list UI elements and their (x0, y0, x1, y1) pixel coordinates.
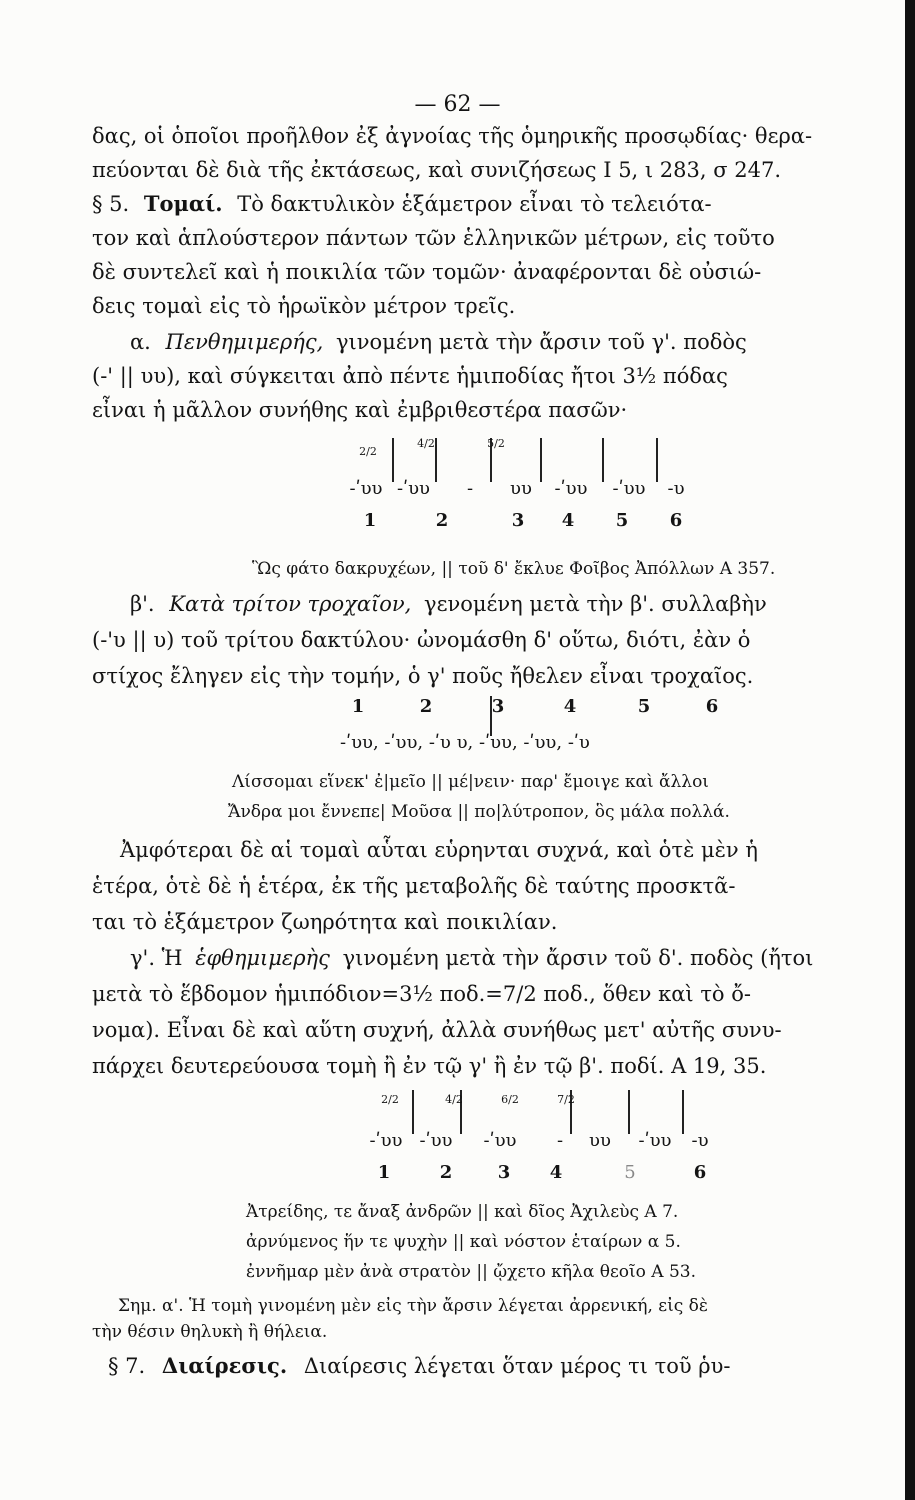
metrical-scheme-1 (340, 438, 700, 538)
text-line: δας, οἱ ὁποῖοι προῆλθον ἐξ ἀγνοίας τῆς ὁμηρικῆς προσῳδίας· θερα- (92, 124, 813, 148)
quotation-line: Ἄνδρα μοι ἔννεπε| Μοῦσα || πο|λύτροπον, ὃς μάλα πολλά. (228, 802, 730, 822)
divider (540, 438, 542, 482)
foot-symbol: -ʹυυ (349, 478, 383, 499)
footnote-line: τὴν θέσιν θηλυκὴ ἢ θήλεια. (92, 1322, 328, 1342)
section-5-heading-line (92, 190, 712, 218)
quotation-line: ἐννῆμαρ μὲν ἀνὰ στρατὸν || ᾤχετο κῆλα θεοῖο Α 53. (246, 1262, 697, 1282)
section-number: § 7. (108, 1354, 146, 1378)
foot-symbol: -ʹυυ (483, 1130, 517, 1151)
text-line: δὲ συντελεῖ καὶ ἡ ποικιλία τῶν τομῶν· ἀναφέρονται δὲ οὐσιώ- (92, 260, 762, 284)
text-line: τον καὶ ἁπλούστερον πάντων τῶν ἑλληνικῶν μέτρων, εἰς τοῦτο (92, 226, 775, 250)
metrical-scheme-3 (360, 1090, 720, 1190)
quotation-line: ἀρνύμενος ἥν τε ψυχὴν || καὶ νόστον ἑταίρων α 5. (246, 1232, 681, 1252)
text-line: νομα). Εἶναι δὲ καὶ αὕτη συχνή, ἀλλὰ συνήθως μετ' αὐτῆς συνυ- (92, 1018, 782, 1042)
metrical-scheme-2 (340, 696, 720, 766)
foot-number: 5 (624, 1162, 636, 1183)
text-line: (-' || υυ), καὶ σύγκειται ἀπὸ πέντε ἡμιποδίας ἤτοι 3½ πόδας (92, 364, 728, 388)
foot-symbol: - (556, 1130, 564, 1151)
foot-number: 5 (615, 510, 629, 531)
foot-number: 2 (419, 696, 433, 717)
quotation-line: Λίσσομαι εἵνεκ' ἐ|μεῖο || μέ|νειν· παρ' ἔμοιγε καὶ ἄλλοι (232, 772, 709, 792)
divider (656, 438, 658, 482)
fraction-label: 2/2 (359, 445, 377, 458)
text-line: πεύονται δὲ διὰ τῆς ἐκτάσεως, καὶ συνιζήσεως Ι 5, ι 283, σ 247. (92, 158, 782, 182)
foot-symbol: - (466, 478, 474, 499)
foot-number: 6 (669, 510, 683, 531)
text-line (130, 590, 767, 618)
text-line: πάρχει δευτερεύουσα τομὴ ἢ ἐν τῷ γ' ἢ ἐν τῷ β'. ποδί. Α 19, 35. (92, 1054, 767, 1078)
foot-number: 1 (377, 1162, 391, 1183)
foot-symbols: -ʹυυ, -ʹυυ, -ʹυ υ, -ʹυυ, -ʹυυ, -ʹυ (340, 732, 590, 753)
text-line: ται τὸ ἑξάμετρον ζωηρότητα καὶ ποικιλίαν. (92, 910, 558, 934)
quotation-line: Ὣς φάτο δακρυχέων, || τοῦ δ' ἔκλυε Φοῖβος Ἀπόλλων Α 357. (252, 559, 776, 579)
fraction-label: 2/2 (381, 1093, 399, 1106)
divider (412, 1090, 414, 1134)
foot-number: 2 (435, 510, 449, 531)
fraction-label: 4/2 (445, 1093, 463, 1106)
foot-number: 4 (549, 1162, 563, 1183)
foot-symbol: -υ (667, 478, 685, 499)
text-line (130, 944, 813, 972)
fraction-label: 4/2 (417, 437, 435, 450)
text-line: ἑτέρα, ὁτὲ δὲ ἡ ἑτέρα, ἐκ τῆς μεταβολῆς δὲ ταύτης προσκτᾶ- (92, 874, 736, 898)
foot-number: 3 (511, 510, 525, 531)
divider (682, 1090, 684, 1134)
divider (392, 438, 394, 482)
footnote-line: Σημ. α'. Ἡ τομὴ γινομένη μὲν εἰς τὴν ἄρσιν λέγεται ἀρρενική, εἰς δὲ (118, 1296, 709, 1316)
foot-number: 1 (351, 696, 365, 717)
text-line: Ἀμφότεραι δὲ αἱ τομαὶ αὗται εὑρηνται συχνά, καὶ ὁτὲ μὲν ἡ (120, 838, 758, 862)
text-line: μετὰ τὸ ἕβδομον ἡμιπόδιον=3½ ποδ.=7/2 ποδ., ὅθεν καὶ τὸ ὄ- (92, 982, 751, 1006)
text-span: Τὸ δακτυλικὸν ἑξάμετρον εἶναι τὸ τελειότα- (237, 192, 712, 216)
fraction-label: 5/2 (487, 437, 505, 450)
foot-symbol: -ʹυυ (369, 1130, 403, 1151)
foot-number: 5 (637, 696, 651, 717)
term-italic: Πενθημιμερής, (165, 330, 324, 354)
foot-number: 2 (439, 1162, 453, 1183)
text-span: γενομένη μετὰ τὴν β'. συλλαβὴν (424, 592, 767, 616)
foot-symbol: -υ (691, 1130, 709, 1151)
foot-symbol: -ʹυυ (612, 478, 646, 499)
foot-symbol: -ʹυυ (397, 478, 430, 499)
foot-number: 3 (497, 1162, 511, 1183)
foot-symbol: -ʹυυ (419, 1130, 453, 1151)
foot-number: 6 (705, 696, 719, 717)
foot-number: 1 (363, 510, 377, 531)
foot-number: 3 (491, 696, 505, 717)
foot-symbol: υυ (589, 1130, 611, 1151)
text-span: γινομένη μετὰ τὴν ἄρσιν τοῦ γ'. ποδὸς (335, 330, 747, 354)
fraction-label: 6/2 (501, 1093, 519, 1106)
item-label: α. (130, 330, 151, 354)
quotation-line: Ἀτρείδης, τε ἄναξ ἀνδρῶν || καὶ δῖος Ἀχιλεὺς Α 7. (246, 1202, 679, 1222)
foot-symbol: υυ (510, 478, 532, 499)
section-7-heading-line (108, 1352, 731, 1380)
text-line: στίχος ἔληγεν εἰς τὴν τομήν, ὁ γ' ποῦς ἤθελεν εἶναι τροχαῖος. (92, 664, 754, 688)
section-title: Διαίρεσις. (161, 1353, 288, 1378)
text-line: εἶναι ἡ μᾶλλον συνήθης καὶ ἐμβριθεστέρα πασῶν· (92, 398, 628, 422)
section-title: Τομαί. (143, 191, 223, 216)
foot-number: 4 (561, 510, 575, 531)
term-italic: ἑφθημιμερὴς (195, 946, 330, 970)
text-line (130, 328, 747, 356)
text-line: δεις τομαὶ εἰς τὸ ἡρωϊκὸν μέτρον τρεῖς. (92, 294, 516, 318)
fraction-label: 7/2 (557, 1093, 575, 1106)
page-number: — 62 — (414, 92, 501, 117)
text-line: (-'υ || υ) τοῦ τρίτου δακτύλου· ὠνομάσθη δ' οὕτω, διότι, ἐὰν ὁ (92, 628, 751, 652)
divider (602, 438, 604, 482)
foot-number: 4 (563, 696, 577, 717)
text-span: γινομένη μετὰ τὴν ἄρσιν τοῦ δ'. ποδὸς (ἤτοι (342, 946, 814, 970)
foot-symbol: -ʹυυ (554, 478, 588, 499)
text-span: Διαίρεσις λέγεται ὅταν μέρος τι τοῦ ῥυ- (303, 1354, 731, 1378)
item-label: β'. (130, 592, 155, 616)
foot-number: 6 (693, 1162, 707, 1183)
foot-symbol: -ʹυυ (638, 1130, 672, 1151)
divider (628, 1090, 630, 1134)
section-number: § 5. (92, 192, 130, 216)
item-label: γ'. Ἡ (130, 946, 183, 970)
term-italic: Κατὰ τρίτον τροχαῖον, (169, 592, 412, 616)
page-edge-shadow (905, 0, 915, 1500)
